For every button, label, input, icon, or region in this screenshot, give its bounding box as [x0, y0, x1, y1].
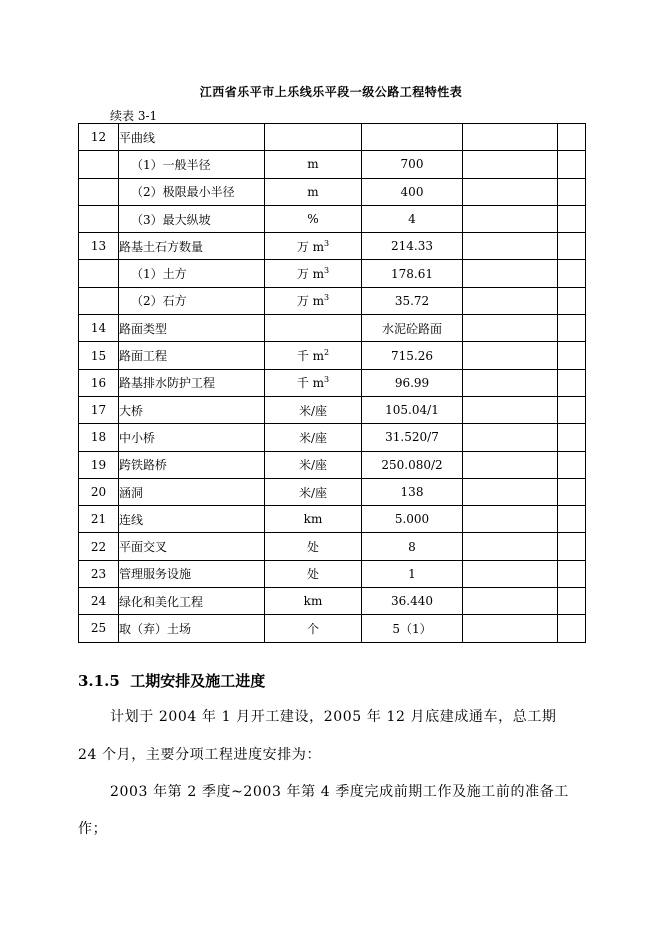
empty-cell [463, 506, 558, 533]
item-name-cell: 路面类型 [119, 315, 265, 342]
unit-cell [265, 178, 362, 205]
section-title: 工期安排及施工进度 [130, 672, 266, 690]
unit-cell [265, 533, 362, 560]
value-cell: 700 [362, 151, 463, 178]
table-row [79, 396, 586, 423]
unit-exponent: 3 [324, 238, 330, 248]
section-heading [78, 670, 265, 691]
unit-exponent: 3 [324, 293, 330, 303]
unit-cell [265, 205, 362, 232]
unit-text: 万 m [296, 267, 325, 282]
unit-text: 米/座 [298, 403, 328, 418]
value-cell: 水泥砼路面 [362, 315, 463, 342]
empty-cell [463, 315, 558, 342]
table-row [79, 287, 586, 314]
table-continued-label: 续表 3-1 [110, 109, 158, 123]
empty-cell [558, 560, 586, 587]
empty-cell [463, 151, 558, 178]
value-cell: 35.72 [362, 287, 463, 314]
empty-cell [463, 369, 558, 396]
item-name-cell: 涵洞 [119, 478, 265, 505]
empty-cell [463, 124, 558, 151]
value-cell: 1 [362, 560, 463, 587]
unit-cell [265, 151, 362, 178]
row-number-cell [79, 260, 119, 287]
unit-cell [265, 560, 362, 587]
empty-cell [558, 451, 586, 478]
item-name-cell: 路基排水防护工程 [119, 369, 265, 396]
row-number-cell: 13 [79, 233, 119, 260]
item-name-cell: 连线 [119, 506, 265, 533]
value-cell: 5.000 [362, 506, 463, 533]
unit-text: 米/座 [298, 458, 328, 473]
unit-text: km [303, 594, 323, 609]
paragraph-1-line-2: 24 个月，主要分项工程进度安排为： [78, 747, 322, 763]
row-number-cell [79, 287, 119, 314]
item-name-cell: 大桥 [119, 396, 265, 423]
item-name-cell: 平面交叉 [119, 533, 265, 560]
table-row [79, 560, 586, 587]
unit-cell [265, 478, 362, 505]
item-name-cell: 路基土石方数量 [119, 233, 265, 260]
row-number-cell: 23 [79, 560, 119, 587]
row-number-cell: 16 [79, 369, 119, 396]
table-row [79, 615, 586, 642]
value-cell: 96.99 [362, 369, 463, 396]
table-row [79, 451, 586, 478]
empty-cell [558, 287, 586, 314]
item-name-cell: （2）极限最小半径 [119, 178, 265, 205]
empty-cell [463, 396, 558, 423]
empty-cell [558, 315, 586, 342]
row-number-cell: 22 [79, 533, 119, 560]
empty-cell [558, 205, 586, 232]
row-number-cell: 25 [79, 615, 119, 642]
row-number-cell: 21 [79, 506, 119, 533]
section-number: 3.1.5 [78, 672, 120, 690]
value-cell: 105.04/1 [362, 396, 463, 423]
empty-cell [558, 396, 586, 423]
unit-cell [265, 342, 362, 369]
characteristics-table [78, 123, 586, 643]
unit-text: 米/座 [298, 430, 328, 445]
unit-exponent: 3 [324, 375, 330, 385]
row-number-cell: 15 [79, 342, 119, 369]
table-row [79, 205, 586, 232]
empty-cell [558, 588, 586, 615]
unit-cell [265, 615, 362, 642]
table-row [79, 424, 586, 451]
item-name-cell: 路面工程 [119, 342, 265, 369]
empty-cell [463, 178, 558, 205]
empty-cell [463, 478, 558, 505]
row-number-cell: 19 [79, 451, 119, 478]
empty-cell [558, 342, 586, 369]
row-number-cell [79, 178, 119, 205]
empty-cell [463, 588, 558, 615]
item-name-cell: （1）一般半径 [119, 151, 265, 178]
item-name-cell: （3）最大纵坡 [119, 205, 265, 232]
table-title: 江西省乐平市上乐线乐平段一级公路工程特性表 [199, 85, 463, 99]
item-name-cell: （1）土方 [119, 260, 265, 287]
value-cell: 4 [362, 205, 463, 232]
unit-text: km [303, 512, 323, 527]
row-number-cell [79, 205, 119, 232]
unit-text: m [307, 184, 319, 199]
unit-cell [265, 506, 362, 533]
unit-cell [265, 451, 362, 478]
value-cell: 8 [362, 533, 463, 560]
unit-text: % [307, 212, 319, 227]
empty-cell [558, 233, 586, 260]
unit-text: 个 [306, 621, 319, 636]
empty-cell [558, 124, 586, 151]
item-name-cell: 绿化和美化工程 [119, 588, 265, 615]
item-name-cell: 中小桥 [119, 424, 265, 451]
empty-cell [558, 533, 586, 560]
table-row [79, 260, 586, 287]
empty-cell [558, 260, 586, 287]
unit-text: 千 m [296, 349, 325, 364]
unit-cell [265, 588, 362, 615]
empty-cell [463, 451, 558, 478]
row-number-cell: 18 [79, 424, 119, 451]
unit-exponent: 3 [324, 266, 330, 276]
row-number-cell: 17 [79, 396, 119, 423]
value-cell: 715.26 [362, 342, 463, 369]
unit-text: 处 [306, 567, 319, 582]
unit-cell [265, 315, 362, 342]
table-row [79, 178, 586, 205]
row-number-cell: 20 [79, 478, 119, 505]
unit-text: 米/座 [298, 485, 328, 500]
paragraph-1-line-1: 计划于 2004 年 1 月开工建设，2005 年 12 月底建成通车，总工期 [110, 709, 557, 725]
table-row [79, 588, 586, 615]
table-row [79, 506, 586, 533]
value-cell: 400 [362, 178, 463, 205]
item-name-cell: 取（弃）土场 [119, 615, 265, 642]
empty-cell [463, 615, 558, 642]
unit-text: 处 [306, 540, 319, 555]
table-row [79, 151, 586, 178]
paragraph-2-line-2: 作； [78, 821, 108, 837]
value-cell: 214.33 [362, 233, 463, 260]
empty-cell [463, 260, 558, 287]
unit-text: 万 m [296, 239, 325, 254]
empty-cell [463, 287, 558, 314]
value-cell: 31.520/7 [362, 424, 463, 451]
empty-cell [558, 369, 586, 396]
unit-cell [265, 424, 362, 451]
unit-cell [265, 369, 362, 396]
empty-cell [463, 560, 558, 587]
item-name-cell: （2）石方 [119, 287, 265, 314]
value-cell: 250.080/2 [362, 451, 463, 478]
unit-text: 千 m [296, 376, 325, 391]
unit-text: 万 m [296, 294, 325, 309]
empty-cell [558, 151, 586, 178]
empty-cell [558, 478, 586, 505]
unit-cell [265, 396, 362, 423]
table-row [79, 124, 586, 151]
item-name-cell: 跨铁路桥 [119, 451, 265, 478]
value-cell: 178.61 [362, 260, 463, 287]
empty-cell [463, 342, 558, 369]
paragraph-2-line-1: 2003 年第 2 季度~2003 年第 4 季度完成前期工作及施工前的准备工 [110, 784, 569, 800]
row-number-cell: 12 [79, 124, 119, 151]
empty-cell [463, 533, 558, 560]
item-name-cell: 平曲线 [119, 124, 265, 151]
row-number-cell [79, 151, 119, 178]
empty-cell [463, 233, 558, 260]
empty-cell [558, 424, 586, 451]
row-number-cell: 14 [79, 315, 119, 342]
table-row [79, 233, 586, 260]
empty-cell [558, 506, 586, 533]
empty-cell [558, 178, 586, 205]
unit-cell [265, 287, 362, 314]
table-row [79, 315, 586, 342]
unit-text: m [307, 157, 319, 172]
value-cell: 5（1） [362, 615, 463, 642]
table-row [79, 342, 586, 369]
value-cell [362, 124, 463, 151]
value-cell: 36.440 [362, 588, 463, 615]
table-row [79, 533, 586, 560]
unit-exponent: 2 [324, 348, 330, 358]
value-cell: 138 [362, 478, 463, 505]
empty-cell [558, 615, 586, 642]
unit-cell [265, 124, 362, 151]
unit-cell [265, 260, 362, 287]
table-row [79, 369, 586, 396]
empty-cell [463, 205, 558, 232]
row-number-cell: 24 [79, 588, 119, 615]
empty-cell [463, 424, 558, 451]
table-row [79, 478, 586, 505]
unit-cell [265, 233, 362, 260]
item-name-cell: 管理服务设施 [119, 560, 265, 587]
